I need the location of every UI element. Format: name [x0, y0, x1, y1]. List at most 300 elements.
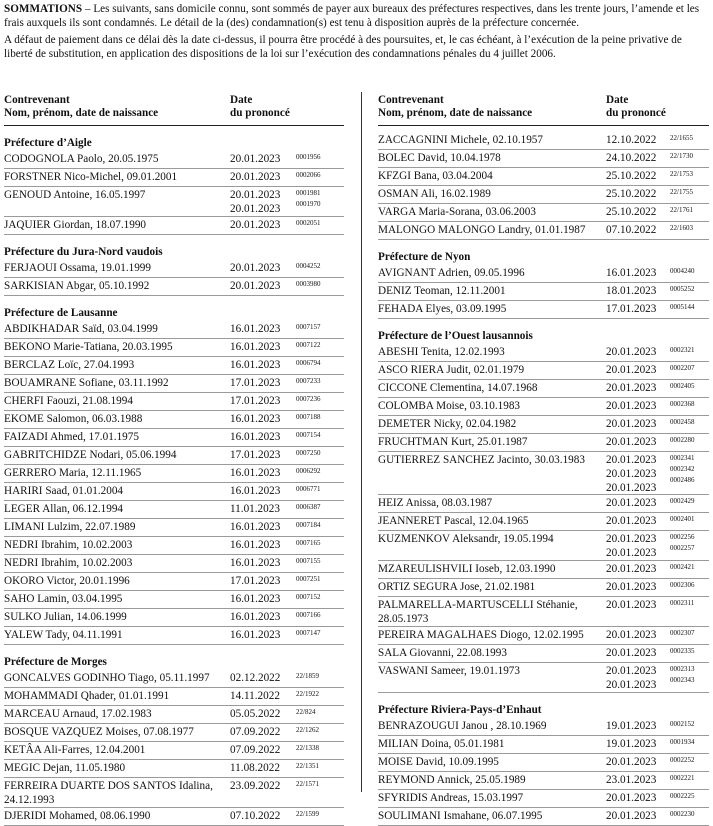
reference-value: 0002486	[670, 476, 695, 484]
date-prononce	[230, 779, 280, 793]
reference-value: 0006387	[296, 503, 321, 511]
contrevenant-name: SALA Giovanni, 22.08.1993	[378, 647, 507, 659]
reference-number	[296, 689, 319, 700]
reference-number	[670, 381, 695, 392]
table-row	[378, 513, 709, 531]
prefecture-section	[378, 703, 709, 826]
table-row	[4, 760, 344, 778]
reference-number	[296, 592, 321, 603]
reference-value: 0002313	[670, 665, 695, 673]
reference-value: 0007122	[296, 341, 321, 349]
reference-number	[296, 779, 319, 790]
date-value: 20.01.2023	[606, 364, 657, 376]
reference-number	[670, 284, 695, 295]
reference-value: 0002343	[670, 676, 695, 684]
date-prononce	[606, 417, 656, 431]
section-title: Préfecture du Jura-Nord vaudois	[4, 246, 163, 258]
date-value: 20.01.2023	[606, 418, 657, 430]
reference-number	[670, 664, 695, 686]
contrevenant-name: NEDRI Ibrahim, 10.02.2003	[4, 557, 133, 569]
date-value: 20.01.2023	[606, 454, 657, 466]
header-date-prononce: Date du prononcé	[606, 94, 666, 119]
contrevenant-name: JEANNERET Pascal, 12.04.1965	[378, 515, 529, 527]
reference-number	[670, 223, 693, 234]
reference-value: 22/1603	[670, 224, 693, 232]
table-row	[378, 645, 709, 663]
date-prononce	[606, 773, 656, 787]
reference-number	[670, 133, 693, 144]
contrevenant-name: LEGER Allan, 06.12.1994	[4, 503, 124, 515]
reference-value: 0002341	[670, 454, 695, 462]
date-value: 20.01.2023	[230, 203, 281, 215]
reference-value: 0003980	[296, 280, 321, 288]
reference-value: 0002306	[670, 581, 695, 589]
table-row	[4, 501, 344, 519]
contrevenant-name: FERREIRA DUARTE DOS SANTOS Idalina, 24.12.1993	[4, 780, 213, 806]
reference-value: 22/1351	[296, 762, 319, 770]
reference-number	[670, 809, 695, 820]
date-value: 07.09.2022	[230, 726, 281, 738]
table-row	[4, 411, 344, 429]
reference-value: 0007236	[296, 395, 321, 403]
reference-value: 0002221	[670, 774, 695, 782]
contrevenant-name: MOHAMMADI Qhader, 01.01.1991	[4, 690, 170, 702]
reference-number	[670, 363, 695, 374]
contrevenant-name: MILIAN Doina, 05.01.1981	[378, 738, 505, 750]
reference-number	[670, 453, 695, 486]
intro-paragraph-1	[4, 2, 709, 30]
contrevenant-name: ABDIKHADAR Saïd, 03.04.1999	[4, 323, 158, 335]
date-prononce	[606, 580, 656, 594]
left-sections	[4, 136, 344, 826]
date-value: 25.10.2022	[606, 170, 657, 182]
contrevenant-name: VARGA Maria-Sorana, 03.06.2003	[378, 206, 536, 218]
date-prononce	[606, 664, 656, 692]
reference-number	[296, 671, 319, 682]
date-value: 07.10.2022	[606, 224, 657, 236]
reference-number	[296, 743, 319, 754]
date-prononce	[606, 628, 656, 642]
contrevenant-name: MEGIC Dejan, 11.05.1980	[4, 762, 126, 774]
reference-number	[296, 218, 321, 229]
prefecture-section	[378, 250, 709, 319]
contrevenant-name: FEHADA Elyes, 03.09.1995	[378, 303, 507, 315]
date-prononce	[606, 435, 656, 449]
reference-value: 0002311	[670, 599, 695, 607]
right-column-header	[378, 92, 709, 126]
prefecture-section	[4, 136, 344, 235]
table-row	[378, 222, 709, 240]
date-prononce	[606, 791, 656, 805]
contrevenant-name: DEMETER Nicky, 02.04.1982	[378, 418, 517, 430]
reference-value: 22/1922	[296, 690, 319, 698]
prefecture-section	[4, 655, 344, 826]
reference-value: 22/1571	[296, 780, 319, 788]
reference-value: 0002405	[670, 382, 695, 390]
reference-number	[296, 412, 321, 423]
date-prononce	[230, 592, 280, 606]
date-value: 17.01.2023	[230, 377, 281, 389]
reference-number	[670, 791, 695, 802]
contrevenant-name: BOLEC David, 10.04.1978	[378, 152, 501, 164]
intro-block	[4, 2, 709, 64]
reference-number	[670, 646, 695, 657]
date-prononce	[230, 466, 280, 480]
reference-number	[670, 187, 693, 198]
reference-value: 0007166	[296, 611, 321, 619]
date-prononce	[230, 809, 280, 823]
date-prononce	[230, 628, 280, 642]
table-row	[4, 217, 344, 235]
reference-number	[296, 502, 321, 513]
reference-number	[296, 484, 321, 495]
reference-value: 0002321	[670, 346, 695, 354]
date-prononce	[230, 279, 280, 293]
reference-value: 0002256	[670, 533, 695, 541]
left-column-header	[4, 92, 344, 126]
reference-number	[670, 628, 695, 639]
date-prononce	[230, 218, 280, 232]
reference-number	[670, 773, 695, 784]
table-row	[4, 447, 344, 465]
date-value: 23.09.2022	[230, 780, 281, 792]
reference-number	[670, 562, 695, 573]
header-contrevenant: Contrevenant Nom, prénom, date de naissance	[378, 94, 533, 119]
date-prononce	[230, 376, 280, 390]
right-column	[378, 92, 709, 826]
reference-value: 0002429	[670, 497, 695, 505]
date-value: 16.01.2023	[230, 557, 281, 569]
table-row	[378, 772, 709, 790]
table-row	[4, 778, 344, 808]
date-value: 16.01.2023	[606, 267, 657, 279]
table-row	[4, 519, 344, 537]
reference-value: 0002421	[670, 563, 695, 571]
reference-number	[296, 809, 319, 820]
date-value: 20.01.2023	[606, 679, 657, 691]
reference-number	[296, 152, 321, 163]
date-prononce	[606, 205, 656, 219]
date-value: 16.01.2023	[230, 359, 281, 371]
date-prononce	[606, 151, 656, 165]
table-row	[4, 742, 344, 760]
table-row	[378, 561, 709, 579]
date-value: 20.01.2023	[606, 482, 657, 494]
reference-number	[296, 279, 321, 290]
reference-value: 0007154	[296, 431, 321, 439]
reference-value: 0004252	[296, 262, 321, 270]
reference-number	[296, 707, 315, 718]
contrevenant-name: GUTIERREZ SANCHEZ Jacinto, 30.03.1983	[378, 454, 585, 466]
reference-value: 0005252	[670, 285, 695, 293]
table-row	[4, 151, 344, 169]
table-row	[4, 278, 344, 296]
table-row	[378, 495, 709, 513]
reference-number	[296, 322, 321, 333]
reference-value: 0007165	[296, 539, 321, 547]
date-prononce	[606, 562, 656, 576]
right-sections	[378, 126, 709, 826]
reference-value: 0007250	[296, 449, 321, 457]
date-value: 17.01.2023	[230, 575, 281, 587]
date-value: 20.01.2023	[606, 599, 657, 611]
table-row	[4, 591, 344, 609]
reference-number	[670, 496, 695, 507]
date-prononce	[230, 538, 280, 552]
date-value: 20.01.2023	[606, 497, 657, 509]
date-prononce	[606, 187, 656, 201]
reference-number	[296, 628, 321, 639]
contrevenant-name: ASCO RIERA Judit, 02.01.1979	[378, 364, 525, 376]
table-row	[4, 393, 344, 411]
contrevenant-name: FAIZADI Ahmed, 17.01.1975	[4, 431, 139, 443]
reference-value: 0002368	[670, 400, 695, 408]
contrevenant-name: FRUCHTMAN Kurt, 25.01.1987	[378, 436, 528, 448]
date-value: 16.01.2023	[230, 323, 281, 335]
date-value: 02.12.2022	[230, 672, 281, 684]
reference-value: 0007251	[296, 575, 321, 583]
contrevenant-name: BEKONO Marie-Tatiana, 20.03.1995	[4, 341, 173, 353]
section-title: Préfecture de Lausanne	[4, 307, 118, 319]
date-prononce	[606, 453, 656, 495]
date-value: 20.01.2023	[606, 647, 657, 659]
date-value: 16.01.2023	[230, 539, 281, 551]
date-value: 19.01.2023	[606, 738, 657, 750]
intro-paragraph-2: A défaut de paiement dans ce délai dès la date ci-dessus, il pourra être procédé à des poursuites, et, le cas échéant, à l’exécution de la peine privative de liberté de substitution, en application des dispositions de la loi sur l’exécution des condamnations pénales du 4 juillet 2006.	[4, 34, 682, 60]
reference-number	[296, 761, 319, 772]
intro-text-1: – Les suivants, sans domicile connu, sont sommés de payer aux bureaux des préfectures respectives, dans les trente jours, l’amende et les frais auxquels ils sont condamnés. Le détail de la (des) condamnation(s) est tenu à disposition auprès de la préfecture concernée.	[4, 3, 700, 29]
table-row	[378, 452, 709, 495]
table-row	[4, 688, 344, 706]
section-title: Préfecture d’Aigle	[4, 137, 92, 149]
reference-value: 0002252	[670, 756, 695, 764]
contrevenant-name: CHERFI Faouzi, 21.08.1994	[4, 395, 133, 407]
date-value: 20.01.2023	[230, 153, 281, 165]
reference-value: 0004240	[670, 267, 695, 275]
reference-value: 0002066	[296, 171, 321, 179]
reference-value: 0002458	[670, 418, 695, 426]
table-row	[378, 663, 709, 693]
date-value: 25.10.2022	[606, 188, 657, 200]
table-row	[4, 357, 344, 375]
date-prononce	[606, 809, 656, 823]
section-title: Préfecture de Morges	[4, 656, 107, 668]
contrevenant-name: MALONGO MALONGO Landry, 01.01.1987	[378, 224, 586, 236]
date-prononce	[230, 671, 280, 685]
reference-number	[670, 580, 695, 591]
reference-number	[670, 151, 693, 162]
table-row	[4, 808, 344, 826]
reference-value: 0007155	[296, 557, 321, 565]
date-value: 07.09.2022	[230, 744, 281, 756]
date-value: 20.01.2023	[606, 792, 657, 804]
reference-number	[296, 520, 321, 531]
contrevenant-name: ABESHI Tenita, 12.02.1993	[378, 346, 505, 358]
date-prononce	[606, 737, 656, 751]
contrevenant-name: NEDRI Ibrahim, 10.02.2003	[4, 539, 133, 551]
reference-number	[296, 376, 321, 387]
reference-number	[670, 435, 695, 446]
contrevenant-name: EKOME Salomon, 06.03.1988	[4, 413, 143, 425]
contrevenant-name: BOSQUE VAZQUEZ Moises, 07.08.1977	[4, 726, 194, 738]
date-prononce	[606, 381, 656, 395]
contrevenant-name: KUZMENKOV Aleksandr, 19.05.1994	[378, 533, 554, 545]
date-prononce	[230, 574, 280, 588]
reference-number	[296, 448, 321, 459]
reference-value: 0007152	[296, 593, 321, 601]
date-prononce	[230, 430, 280, 444]
date-prononce	[230, 484, 280, 498]
reference-value: 22/1761	[670, 206, 693, 214]
reference-value: 0007233	[296, 377, 321, 385]
table-row	[4, 706, 344, 724]
section-title: Préfecture Riviera-Pays-d’Enhaut	[378, 704, 542, 716]
reference-value: 0006794	[296, 359, 321, 367]
contrevenant-name: BOUAMRANE Sofiane, 03.11.1992	[4, 377, 169, 389]
reference-value: 0005144	[670, 303, 695, 311]
table-row	[4, 609, 344, 627]
reference-number	[670, 169, 693, 180]
date-value: 18.01.2023	[606, 285, 657, 297]
date-prononce	[230, 556, 280, 570]
reference-value: 0001934	[670, 738, 695, 746]
date-value: 17.01.2023	[606, 303, 657, 315]
reference-number	[670, 514, 695, 525]
date-value: 17.01.2023	[230, 449, 281, 461]
table-row	[4, 429, 344, 447]
date-value: 20.01.2023	[230, 171, 281, 183]
table-row	[378, 597, 709, 627]
date-prononce	[606, 133, 656, 147]
reference-value: 0002152	[670, 720, 695, 728]
date-value: 16.01.2023	[230, 467, 281, 479]
reference-value: 0002401	[670, 515, 695, 523]
reference-value: 0007147	[296, 629, 321, 637]
contrevenant-name: GABRITCHIDZE Nodari, 05.06.1994	[4, 449, 177, 461]
table-row	[378, 627, 709, 645]
reference-number	[670, 205, 693, 216]
date-value: 20.01.2023	[606, 382, 657, 394]
reference-value: 0001956	[296, 153, 321, 161]
reference-value: 22/1338	[296, 744, 319, 752]
date-value: 16.01.2023	[230, 521, 281, 533]
reference-value: 0002230	[670, 810, 695, 818]
table-row	[378, 718, 709, 736]
reference-number	[670, 302, 695, 313]
date-value: 12.10.2022	[606, 134, 657, 146]
contrevenant-name: SARKISIAN Abgar, 05.10.1992	[4, 280, 150, 292]
table-row	[4, 573, 344, 591]
table-row	[378, 434, 709, 452]
contrevenant-name: SULKO Julian, 14.06.1999	[4, 611, 127, 623]
date-value: 20.01.2023	[606, 468, 657, 480]
reference-value: 0002257	[670, 544, 695, 552]
table-row	[4, 375, 344, 393]
date-value: 16.01.2023	[230, 431, 281, 443]
table-row	[378, 283, 709, 301]
date-value: 14.11.2022	[230, 690, 280, 702]
contrevenant-name: COLOMBA Moise, 03.10.1983	[378, 400, 521, 412]
date-value: 20.01.2023	[606, 810, 657, 822]
date-value: 20.01.2023	[606, 665, 657, 677]
contrevenant-name: OSMAN Ali, 16.02.1989	[378, 188, 491, 200]
date-prononce	[606, 514, 656, 528]
date-value: 20.01.2023	[606, 515, 657, 527]
prefecture-section	[4, 245, 344, 296]
table-row	[378, 301, 709, 319]
intro-title: SOMMATIONS	[4, 3, 83, 15]
date-value: 16.01.2023	[230, 593, 281, 605]
date-value: 16.01.2023	[230, 341, 281, 353]
date-prononce	[606, 266, 656, 280]
table-row	[378, 362, 709, 380]
date-prononce	[230, 152, 280, 166]
reference-value: 22/1859	[296, 672, 319, 680]
contrevenant-name: GONCALVES GODINHO Tiago, 05.11.1997	[4, 672, 210, 684]
date-prononce	[230, 358, 280, 372]
date-prononce	[606, 719, 656, 733]
table-row	[378, 132, 709, 150]
table-row	[4, 339, 344, 357]
contrevenant-name: JAQUIER Giordan, 18.07.1990	[4, 219, 147, 231]
date-prononce	[230, 725, 280, 739]
date-value: 20.01.2023	[606, 581, 657, 593]
contrevenant-name: KETÂA Ali-Farres, 12.04.2001	[4, 744, 146, 756]
reference-value: 22/1262	[296, 726, 319, 734]
date-value: 07.10.2022	[230, 810, 281, 822]
reference-number	[296, 610, 321, 621]
contrevenant-name: CODOGNOLA Paolo, 20.05.1975	[4, 153, 159, 165]
date-prononce	[230, 322, 280, 336]
reference-value: 0002307	[670, 629, 695, 637]
date-prononce	[606, 646, 656, 660]
table-row	[378, 736, 709, 754]
reference-number	[296, 394, 321, 405]
contrevenant-name: ORTIZ SEGURA Jose, 21.02.1981	[378, 581, 536, 593]
table-row	[4, 260, 344, 278]
date-prononce	[230, 761, 280, 775]
contrevenant-name: KFZGI Bana, 03.04.2004	[378, 170, 493, 182]
contrevenant-name: MZAREULISHVILI Ioseb, 12.03.1990	[378, 563, 556, 575]
date-value: 24.10.2022	[606, 152, 657, 164]
reference-value: 0002225	[670, 792, 695, 800]
contrevenant-name: MARCEAU Arnaud, 17.02.1983	[4, 708, 152, 720]
contrevenant-name: MOISE David, 10.09.1995	[378, 756, 499, 768]
contrevenant-name: SFYRIDIS Andreas, 15.03.1997	[378, 792, 524, 804]
left-column	[4, 92, 344, 826]
reference-number	[670, 719, 695, 730]
table-row	[378, 531, 709, 561]
reference-number	[296, 340, 321, 351]
table-row	[4, 555, 344, 573]
prefecture-section	[378, 126, 709, 240]
contrevenant-name: SAHO Lamin, 03.04.1995	[4, 593, 123, 605]
date-prononce	[606, 363, 656, 377]
table-row	[4, 670, 344, 688]
date-prononce	[230, 188, 280, 216]
date-value: 16.01.2023	[230, 611, 281, 623]
reference-value: 0007157	[296, 323, 321, 331]
date-value: 19.01.2023	[606, 720, 657, 732]
reference-number	[670, 598, 694, 609]
contrevenant-name: CICCONE Clementina, 14.07.1968	[378, 382, 538, 394]
date-prononce	[230, 170, 280, 184]
reference-value: 0002280	[670, 436, 695, 444]
date-value: 20.01.2023	[606, 547, 657, 559]
table-row	[378, 579, 709, 597]
contrevenant-name: OKORO Victor, 20.01.1996	[4, 575, 130, 587]
date-value: 20.01.2023	[230, 189, 281, 201]
